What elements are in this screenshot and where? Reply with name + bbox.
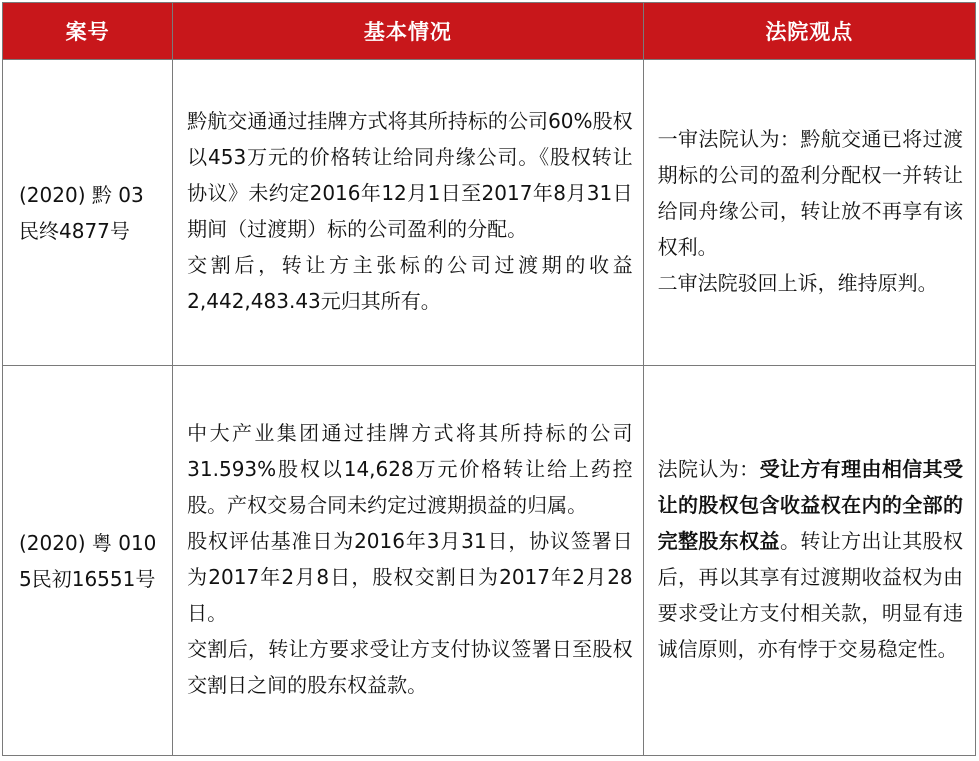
basic-situation-cell — [173, 60, 643, 366]
basic-paragraph: 交割后，转让方要求受让方支付协议签署日至股权交割日之间的股东权益款。 — [187, 637, 633, 697]
basic-paragraph: 股权评估基准日为2016年3月31日，协议签署日为2017年2月8日，股权交割日为2017年2月28日。 — [187, 529, 633, 625]
court-view-cell — [643, 366, 975, 756]
case-number: (2020) 黔 03民终4877号 — [19, 182, 144, 243]
header-court-view: 法院观点 — [643, 3, 975, 60]
basic-situation-cell — [173, 366, 643, 756]
court-paragraph: 二审法院驳回上诉，维持原判。 — [657, 271, 938, 295]
court-view-cell — [643, 60, 975, 366]
court-suffix: 。转让方出让其股权后，再以其享有过渡期收益权为由要求受让方支付相关款，明显有违诚信原则，亦有悖于交易稳定性。 — [657, 529, 963, 661]
case-comparison-table — [2, 2, 976, 756]
header-basic-situation: 基本情况 — [173, 3, 643, 60]
court-paragraph: 一审法院认为：黔航交通已将过渡期标的公司的盈利分配权一并转让给同舟缘公司，转让放不再享有该权利。 — [657, 127, 963, 259]
court-holding-bold: 受让方有理由相信其受让的股权包含收益权在内的全部的完整股东权益 — [657, 457, 964, 553]
basic-paragraph: 中大产业集团通过挂牌方式将其所持标的公司31.593%股权以14,628万元价格转让给上药控股。产权交易合同未约定过渡期损益的归属。 — [187, 421, 633, 517]
basic-paragraph: 交割后，转让方主张标的公司过渡期的收益2,442,483.43元归其所有。 — [187, 253, 633, 313]
court-prefix: 法院认为： — [657, 457, 760, 481]
case-no-cell — [3, 366, 173, 756]
table-header-row — [3, 3, 976, 60]
case-no-cell — [3, 60, 173, 366]
table-row — [3, 60, 976, 366]
header-case-no: 案号 — [3, 3, 173, 60]
basic-paragraph: 黔航交通通过挂牌方式将其所持标的公司60%股权以453万元的价格转让给同舟缘公司。《股权转让协议》未约定2016年12月1日至2017年8月31日期间（过渡期）标的公司盈利的分配。 — [187, 109, 633, 241]
case-number: (2020) 粤 0105民初16551号 — [19, 530, 157, 591]
table-row — [3, 366, 976, 756]
court-paragraph — [658, 451, 963, 667]
